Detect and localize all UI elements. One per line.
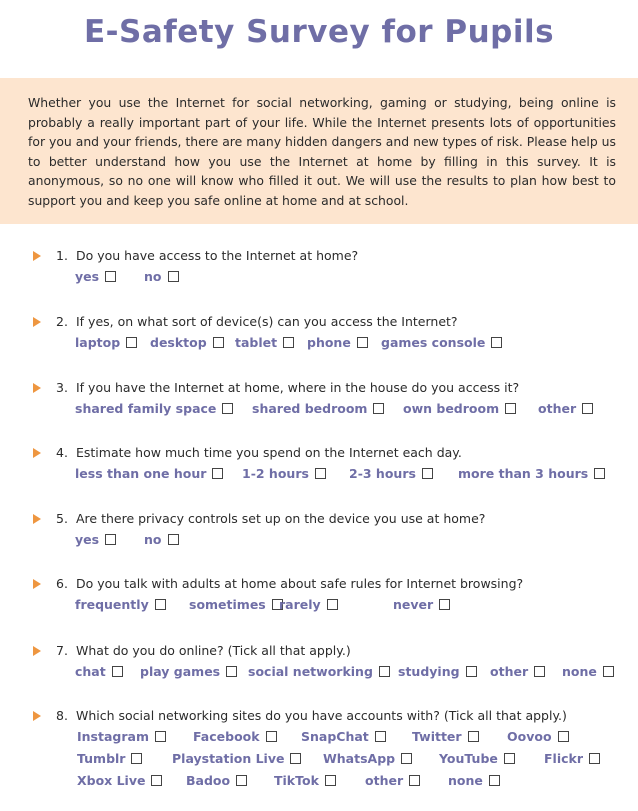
option-label: Badoo [186, 773, 231, 788]
question-number: 7. [56, 643, 68, 658]
checkbox[interactable] [375, 731, 386, 742]
option-other[interactable] [490, 664, 545, 679]
checkbox[interactable] [466, 666, 477, 677]
question-number: 3. [56, 380, 68, 395]
checkbox[interactable] [409, 775, 420, 786]
option-label: other [490, 664, 529, 679]
option-1-2-hours[interactable] [242, 466, 326, 481]
option-studying[interactable] [398, 664, 477, 679]
checkbox[interactable] [213, 337, 224, 348]
question-text: If you have the Internet at home, where in the house do you access it? [76, 380, 520, 395]
checkbox[interactable] [151, 775, 162, 786]
option-label: Instagram [77, 729, 149, 744]
question-number: 4. [56, 445, 68, 460]
option-label: chat [75, 664, 106, 679]
checkbox[interactable] [266, 731, 277, 742]
bullet-arrow-icon [33, 646, 41, 656]
checkbox[interactable] [168, 534, 179, 545]
question-number: 8. [56, 708, 68, 723]
checkbox[interactable] [534, 666, 545, 677]
option-rarely[interactable] [279, 597, 338, 612]
option-label: 1-2 hours [242, 466, 309, 481]
question-text: Are there privacy controls set up on the device you use at home? [76, 511, 486, 526]
question-text: Do you have access to the Internet at home? [76, 248, 359, 263]
option-flickr[interactable] [544, 751, 600, 766]
option-label: frequently [75, 597, 149, 612]
question-text: Which social networking sites do you have accounts with? (Tick all that apply.) [76, 708, 567, 723]
option-xbox-live[interactable] [77, 773, 162, 788]
option-label: shared family space [75, 401, 217, 416]
bullet-arrow-icon [33, 514, 41, 524]
option-games-console[interactable] [381, 335, 502, 350]
option-label: phone [307, 335, 351, 350]
option-social-networking[interactable] [248, 664, 390, 679]
checkbox[interactable] [212, 468, 223, 479]
option-frequently[interactable] [75, 597, 166, 612]
option-yes[interactable] [75, 532, 116, 547]
question-text: If yes, on what sort of device(s) can you access the Internet? [76, 314, 458, 329]
option-sometimes[interactable] [189, 597, 283, 612]
option-play-games[interactable] [140, 664, 237, 679]
question-text: Estimate how much time you spend on the Internet each day. [76, 445, 462, 460]
checkbox[interactable] [582, 403, 593, 414]
bullet-arrow-icon [33, 383, 41, 393]
checkbox[interactable] [594, 468, 605, 479]
option-label: sometimes [189, 597, 266, 612]
option-label: WhatsApp [323, 751, 396, 766]
option-other[interactable] [365, 773, 420, 788]
checkbox[interactable] [226, 666, 237, 677]
option-label: Flickr [544, 751, 583, 766]
option-own-bedroom[interactable] [403, 401, 516, 416]
option-playstation-live[interactable] [172, 751, 301, 766]
option-none[interactable] [448, 773, 500, 788]
question-number: 6. [56, 576, 68, 591]
option-label: rarely [279, 597, 321, 612]
checkbox[interactable] [105, 534, 116, 545]
option-label: Xbox Live [77, 773, 146, 788]
option-label: other [538, 401, 577, 416]
option-label: tablet [235, 335, 278, 350]
question-number: 5. [56, 511, 68, 526]
checkbox[interactable] [401, 753, 412, 764]
option-label: desktop [150, 335, 207, 350]
option-label: never [393, 597, 434, 612]
option-label: none [562, 664, 597, 679]
checkbox[interactable] [504, 753, 515, 764]
option-label: no [144, 269, 162, 284]
option-instagram[interactable] [77, 729, 166, 744]
option-tablet[interactable] [235, 335, 294, 350]
bullet-arrow-icon [33, 711, 41, 721]
option-label: Tumblr [77, 751, 126, 766]
option-laptop[interactable] [75, 335, 137, 350]
option-shared-bedroom[interactable] [252, 401, 384, 416]
option-desktop[interactable] [150, 335, 224, 350]
option-chat[interactable] [75, 664, 123, 679]
option-label: YouTube [439, 751, 498, 766]
checkbox[interactable] [105, 271, 116, 282]
checkbox[interactable] [283, 337, 294, 348]
option-label: games console [381, 335, 486, 350]
option-label: Facebook [193, 729, 260, 744]
option-label: TikTok [274, 773, 319, 788]
checkbox[interactable] [373, 403, 384, 414]
checkbox[interactable] [422, 468, 433, 479]
option-tiktok[interactable] [274, 773, 336, 788]
option-no[interactable] [144, 269, 179, 284]
checkbox[interactable] [222, 403, 233, 414]
option-label: none [448, 773, 483, 788]
intro-text: Whether you use the Internet for social networking, gaming or studying, being online is probably a really important part of your life. While the Internet presents lots of opportunities for you and your friends, there are many hidden dangers and new types of risk. Please help us to better understand how you use the Internet at home by filling in this survey. It is anonymous, so no one will know who filled it out. We will use the results to plan how best to support you and keep you safe online at home and at school. [28, 95, 616, 208]
option-none[interactable] [562, 664, 614, 679]
option-label: Twitter [412, 729, 462, 744]
checkbox[interactable] [126, 337, 137, 348]
option-label: social networking [248, 664, 373, 679]
checkbox[interactable] [468, 731, 479, 742]
question-number: 2. [56, 314, 68, 329]
checkbox[interactable] [589, 753, 600, 764]
checkbox[interactable] [290, 753, 301, 764]
option-label: own bedroom [403, 401, 500, 416]
option-oovoo[interactable] [507, 729, 569, 744]
option-twitter[interactable] [412, 729, 479, 744]
option-youtube[interactable] [439, 751, 515, 766]
bullet-arrow-icon [33, 579, 41, 589]
option-other[interactable] [538, 401, 593, 416]
option-snapchat[interactable] [301, 729, 386, 744]
bullet-arrow-icon [33, 317, 41, 327]
option-2-3-hours[interactable] [349, 466, 433, 481]
option-phone[interactable] [307, 335, 368, 350]
question-text: What do you do online? (Tick all that apply.) [76, 643, 351, 658]
checkbox[interactable] [489, 775, 500, 786]
option-whatsapp[interactable] [323, 751, 412, 766]
checkbox[interactable] [131, 753, 142, 764]
option-no[interactable] [144, 532, 179, 547]
option-facebook[interactable] [193, 729, 277, 744]
checkbox[interactable] [379, 666, 390, 677]
option-less-than-one-hour[interactable] [75, 466, 223, 481]
option-label: laptop [75, 335, 121, 350]
option-tumblr[interactable] [77, 751, 142, 766]
question-number: 1. [56, 248, 68, 263]
checkbox[interactable] [505, 403, 516, 414]
option-label: Playstation Live [172, 751, 285, 766]
checkbox[interactable] [491, 337, 502, 348]
checkbox[interactable] [112, 666, 123, 677]
option-label: Oovoo [507, 729, 552, 744]
checkbox[interactable] [603, 666, 614, 677]
checkbox[interactable] [236, 775, 247, 786]
checkbox[interactable] [168, 271, 179, 282]
checkbox[interactable] [439, 599, 450, 610]
option-never[interactable] [393, 597, 450, 612]
intro-panel [0, 78, 638, 224]
checkbox[interactable] [155, 599, 166, 610]
option-label: no [144, 532, 162, 547]
option-label: SnapChat [301, 729, 369, 744]
checkbox[interactable] [315, 468, 326, 479]
option-more-than-3-hours[interactable] [458, 466, 605, 481]
checkbox[interactable] [325, 775, 336, 786]
bullet-arrow-icon [33, 251, 41, 261]
checkbox[interactable] [327, 599, 338, 610]
option-label: yes [75, 532, 100, 547]
option-badoo[interactable] [186, 773, 247, 788]
checkbox[interactable] [558, 731, 569, 742]
option-label: other [365, 773, 404, 788]
option-label: more than 3 hours [458, 466, 589, 481]
option-label: 2-3 hours [349, 466, 416, 481]
question-text: Do you talk with adults at home about safe rules for Internet browsing? [76, 576, 524, 591]
option-label: yes [75, 269, 100, 284]
option-label: less than one hour [75, 466, 207, 481]
option-label: studying [398, 664, 460, 679]
bullet-arrow-icon [33, 448, 41, 458]
option-yes[interactable] [75, 269, 116, 284]
checkbox[interactable] [155, 731, 166, 742]
checkbox[interactable] [357, 337, 368, 348]
option-label: play games [140, 664, 221, 679]
page-title: E-Safety Survey for Pupils [83, 14, 555, 50]
option-label: shared bedroom [252, 401, 368, 416]
option-shared-family-space[interactable] [75, 401, 233, 416]
